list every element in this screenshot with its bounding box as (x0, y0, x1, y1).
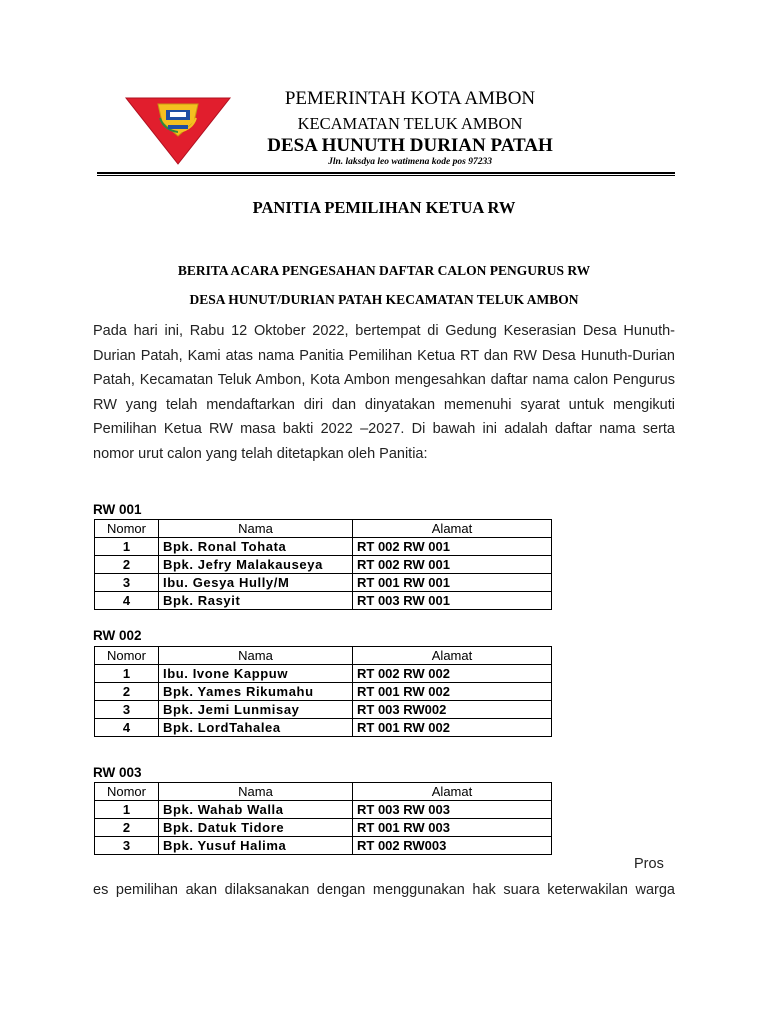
cell-no: 2 (95, 683, 159, 701)
table-row (95, 538, 552, 556)
letterhead-rule-thick (97, 172, 675, 174)
cell-no: 4 (95, 592, 159, 610)
table-row (95, 819, 552, 837)
candidate-table-rw-003 (94, 782, 552, 855)
cell-name: Bpk. Rasyit (159, 592, 353, 610)
cell-name: Ibu. Gesya Hully/M (159, 574, 353, 592)
committee-title: PANITIA PEMILIHAN KETUA RW (252, 198, 516, 217)
table-row (95, 701, 552, 719)
column-header-no: Nomor (95, 783, 159, 801)
group-label-rw-002: RW 002 (93, 628, 142, 643)
letterhead-government: PEMERINTAH KOTA AMBON (284, 88, 536, 109)
cell-address: RT 003 RW 001 (353, 592, 552, 610)
column-header-no: Nomor (95, 520, 159, 538)
cell-name: Bpk. Jefry Malakauseya (159, 556, 353, 574)
column-header-name: Nama (159, 647, 353, 665)
table-row (95, 556, 552, 574)
table-row (95, 683, 552, 701)
cell-address: RT 002 RW003 (353, 837, 552, 855)
cell-no: 4 (95, 719, 159, 737)
cell-name: Bpk. Yusuf Halima (159, 837, 353, 855)
cell-address: RT 002 RW 001 (353, 538, 552, 556)
cell-name: Bpk. Wahab Walla (159, 801, 353, 819)
document-title-line-2: DESA HUNUT/DURIAN PATAH KECAMATAN TELUK AMBON (189, 292, 579, 307)
group-label-rw-003: RW 003 (93, 765, 142, 780)
candidate-table-rw-002 (94, 646, 552, 737)
letterhead-village: DESA HUNUTH DURIAN PATAH (267, 135, 553, 156)
column-header-name: Nama (159, 783, 353, 801)
cell-address: RT 002 RW 002 (353, 665, 552, 683)
letterhead-address: Jln. laksdya leo watimena kode pos 97233 (328, 157, 492, 167)
cell-name: Bpk. LordTahalea (159, 719, 353, 737)
cell-name: Bpk. Ronal Tohata (159, 538, 353, 556)
document-title-line-1: BERITA ACARA PENGESAHAN DAFTAR CALON PENGURUS RW (177, 263, 591, 278)
column-header-address: Alamat (353, 783, 552, 801)
table-row (95, 574, 552, 592)
table-row (95, 592, 552, 610)
table-row (95, 665, 552, 683)
cell-address: RT 003 RW002 (353, 701, 552, 719)
column-header-no: Nomor (95, 647, 159, 665)
column-header-address: Alamat (353, 647, 552, 665)
cell-no: 2 (95, 819, 159, 837)
intro-paragraph: Pada hari ini, Rabu 12 Oktober 2022, bertempat di Gedung Keserasian Desa Hunuth-Durian Patah, Kami atas nama Panitia Pemilihan Ketua RT dan RW Desa Hunuth-Durian Patah, Kecamatan Teluk Ambon, Kota Ambon mengesahkan daftar nama calon Pengurus RW yang telah mendaftarkan diri dan dinyatakan memenuhi syarat untuk mengikuti Pemilihan Ketua RW masa bakti 2022 –2027. Di bawah ini adalah daftar nama serta nomor urut calon yang telah ditetapkan oleh Panitia: (93, 323, 675, 462)
letterhead-district: KECAMATAN TELUK AMBON (297, 114, 523, 133)
group-label-rw-001: RW 001 (93, 502, 142, 517)
table-row (95, 801, 552, 819)
cell-no: 3 (95, 701, 159, 719)
cell-name: Bpk. Jemi Lunmisay (159, 701, 353, 719)
table-header-row (95, 783, 552, 801)
table-row (95, 837, 552, 855)
column-header-address: Alamat (353, 520, 552, 538)
closing-fragment: Pros (634, 856, 664, 872)
cell-name: Bpk. Datuk Tidore (159, 819, 353, 837)
cell-name: Ibu. Ivone Kappuw (159, 665, 353, 683)
table-row (95, 719, 552, 737)
cell-no: 1 (95, 665, 159, 683)
cell-address: RT 003 RW 003 (353, 801, 552, 819)
cell-address: RT 001 RW 002 (353, 683, 552, 701)
cell-no: 3 (95, 574, 159, 592)
candidate-table-rw-001 (94, 519, 552, 610)
cell-no: 1 (95, 801, 159, 819)
cell-address: RT 001 RW 003 (353, 819, 552, 837)
cell-name: Bpk. Yames Rikumahu (159, 683, 353, 701)
cell-address: RT 001 RW 002 (353, 719, 552, 737)
column-header-name: Nama (159, 520, 353, 538)
closing-continuation: es pemilihan akan dilaksanakan dengan menggunakan hak suara keterwakilan warga (93, 882, 675, 898)
table-header-row (95, 647, 552, 665)
cell-address: RT 001 RW 001 (353, 574, 552, 592)
cell-no: 1 (95, 538, 159, 556)
cell-no: 2 (95, 556, 159, 574)
cell-no: 3 (95, 837, 159, 855)
table-header-row (95, 520, 552, 538)
letterhead-rule-thin (97, 175, 675, 176)
cell-address: RT 002 RW 001 (353, 556, 552, 574)
